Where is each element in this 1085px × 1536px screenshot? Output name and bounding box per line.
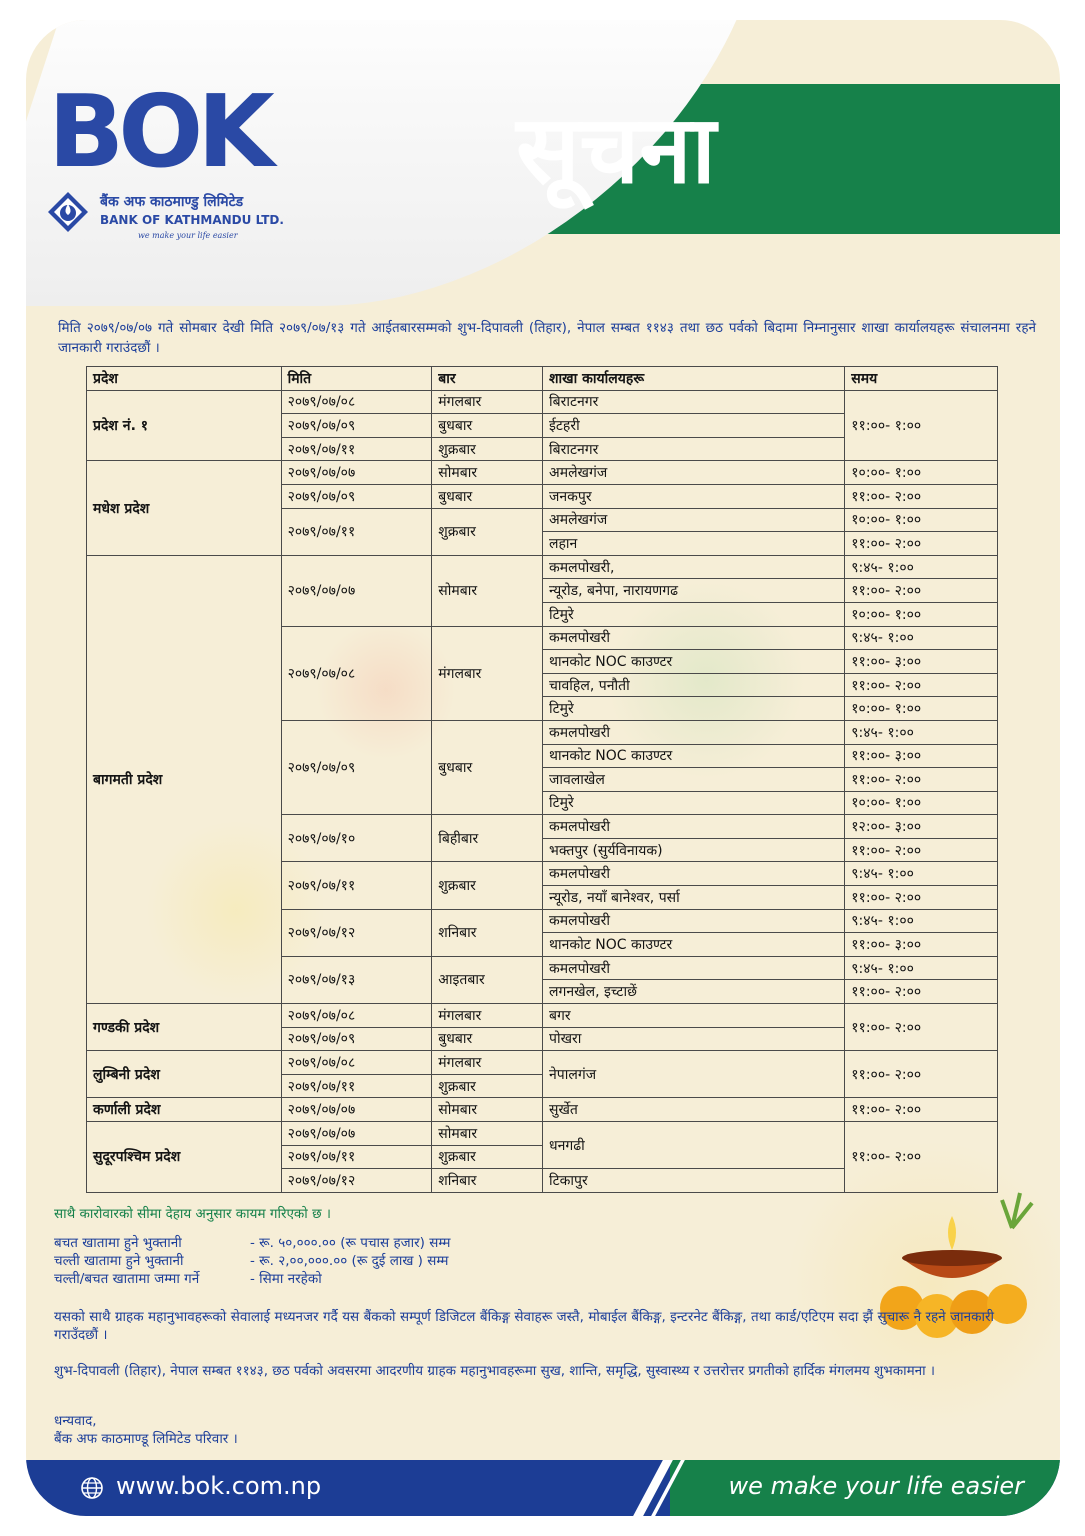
branch-schedule-table — [86, 366, 998, 1193]
day-cell: शुक्रबार — [432, 437, 543, 461]
branch-cell: टिमुरे — [543, 697, 845, 721]
province-cell: बागमती प्रदेश — [87, 555, 282, 1003]
branch-cell: लगनखेल, इच्टाछें — [543, 980, 845, 1004]
limits-heading: साथै कारोवारको सीमा देहाय अनुसार कायम गरिएको छ । — [54, 1206, 331, 1222]
table-row — [87, 390, 998, 414]
limit-label: चल्ती खातामा हुने भुक्तानी — [54, 1253, 184, 1269]
branch-cell: न्यूरोड, नयाँ बानेश्वर, पर्सा — [543, 886, 845, 910]
bok-logo-icon — [46, 190, 90, 234]
branch-cell: अमलेखगंज — [543, 461, 845, 485]
table-row — [87, 1004, 998, 1028]
limit-item — [54, 1234, 450, 1252]
date-cell: २०७९/०७/११ — [281, 1145, 432, 1169]
column-header-branches: शाखा कार्यालयहरू — [543, 367, 845, 391]
time-cell: ११:००- २:०० — [845, 484, 998, 508]
time-cell: ११:००- ३:०० — [845, 933, 998, 957]
time-cell: १०:००- १:०० — [845, 791, 998, 815]
branch-cell: बिराटनगर — [543, 390, 845, 414]
globe-icon — [80, 1476, 104, 1500]
branch-cell: ईटहरी — [543, 414, 845, 438]
day-cell: शनिबार — [432, 909, 543, 956]
day-cell: सोमबार — [432, 1122, 543, 1146]
bank-name-np: बैंक अफ काठमाण्डु लिमिटेड — [100, 194, 244, 210]
limit-item — [54, 1270, 450, 1288]
time-cell: १०:००- १:०० — [845, 697, 998, 721]
signoff — [54, 1412, 238, 1448]
column-header-date: मिति — [281, 367, 432, 391]
province-cell: प्रदेश नं. १ — [87, 390, 282, 461]
day-cell: शनिबार — [432, 1169, 543, 1193]
day-cell: सोमबार — [432, 461, 543, 485]
table-row — [87, 461, 998, 485]
time-cell: ११:००- २:०० — [845, 1051, 998, 1098]
time-cell: ११:००- ३:०० — [845, 744, 998, 768]
day-cell: बुधबार — [432, 720, 543, 814]
day-cell: बुधबार — [432, 1027, 543, 1051]
branch-cell: थानकोट NOC काउण्टर — [543, 933, 845, 957]
date-cell: २०७९/०७/१० — [281, 815, 432, 862]
table-row — [87, 555, 998, 579]
day-cell: बिहीबार — [432, 815, 543, 862]
time-cell: ११:००- ३:०० — [845, 650, 998, 674]
branch-cell: पोखरा — [543, 1027, 845, 1051]
branch-cell: नेपालगंज — [543, 1051, 845, 1098]
table-row — [87, 1122, 998, 1146]
day-cell: मंगलबार — [432, 1004, 543, 1028]
limit-label: चल्ती/बचत खातामा जम्मा गर्ने — [54, 1271, 200, 1287]
province-cell: कर्णाली प्रदेश — [87, 1098, 282, 1122]
day-cell: मंगलबार — [432, 626, 543, 720]
date-cell: २०७९/०७/११ — [281, 437, 432, 461]
day-cell: शुक्रबार — [432, 1074, 543, 1098]
column-header-day: बार — [432, 367, 543, 391]
date-cell: २०७९/०७/०८ — [281, 626, 432, 720]
branch-cell: जावलाखेल — [543, 768, 845, 792]
time-cell: १०:००- १:०० — [845, 461, 998, 485]
branch-cell: न्यूरोड, बनेपा, नारायणगढ — [543, 579, 845, 603]
date-cell: २०७९/०७/०९ — [281, 720, 432, 814]
time-cell: ११:००- २:०० — [845, 838, 998, 862]
day-cell: शुक्रबार — [432, 1145, 543, 1169]
footer-slogan: we make your life easier — [728, 1472, 1024, 1500]
date-cell: २०७९/०७/१२ — [281, 1169, 432, 1193]
bank-family-line: बैंक अफ काठमाण्डू लिमिटेड परिवार । — [54, 1431, 238, 1447]
date-cell: २०७९/०७/०७ — [281, 461, 432, 485]
footer-bar — [26, 1460, 1060, 1516]
notice-card — [26, 20, 1060, 1516]
date-cell: २०७९/०७/१३ — [281, 956, 432, 1003]
time-cell: ११:००- २:०० — [845, 1004, 998, 1051]
bank-name-en: BANK OF KATHMANDU LTD. — [100, 213, 284, 227]
province-cell: मधेश प्रदेश — [87, 461, 282, 555]
time-cell: ९:४५- १:०० — [845, 555, 998, 579]
date-cell: २०७९/०७/०८ — [281, 1004, 432, 1028]
date-cell: २०७९/०७/११ — [281, 508, 432, 555]
time-cell: ११:००- १:०० — [845, 390, 998, 461]
branch-cell: कमलपोखरी — [543, 720, 845, 744]
time-cell: ११:००- २:०० — [845, 532, 998, 556]
date-cell: २०७९/०७/११ — [281, 1074, 432, 1098]
date-cell: २०७९/०७/०९ — [281, 484, 432, 508]
time-cell: ११:००- २:०० — [845, 1122, 998, 1193]
day-cell: शुक्रबार — [432, 862, 543, 909]
limit-item — [54, 1252, 450, 1270]
time-cell: ११:००- २:०० — [845, 980, 998, 1004]
date-cell: २०७९/०७/०९ — [281, 414, 432, 438]
branch-cell: बिराटनगर — [543, 437, 845, 461]
branch-cell: कमलपोखरी — [543, 862, 845, 886]
day-cell: आइतबार — [432, 956, 543, 1003]
time-cell: ११:००- २:०० — [845, 886, 998, 910]
day-cell: मंगलबार — [432, 390, 543, 414]
branch-cell: कमलपोखरी — [543, 815, 845, 839]
column-header-time: समय — [845, 367, 998, 391]
time-cell: ११:००- २:०० — [845, 673, 998, 697]
time-cell: ९:४५- १:०० — [845, 626, 998, 650]
province-cell: गण्डकी प्रदेश — [87, 1004, 282, 1051]
branch-cell: टिमुरे — [543, 791, 845, 815]
date-cell: २०७९/०७/०८ — [281, 1051, 432, 1075]
branch-cell: टिकापुर — [543, 1169, 845, 1193]
branch-cell: थानकोट NOC काउण्टर — [543, 650, 845, 674]
branch-cell: कमलपोखरी, — [543, 555, 845, 579]
website-link[interactable]: www.bok.com.np — [116, 1472, 322, 1500]
branch-cell: बगर — [543, 1004, 845, 1028]
branch-cell: धनगढी — [543, 1122, 845, 1169]
thanks-line: धन्यवाद, — [54, 1413, 97, 1429]
day-cell: शुक्रबार — [432, 508, 543, 555]
branch-cell: सुर्खेत — [543, 1098, 845, 1122]
table-header-row — [87, 367, 998, 391]
limit-value: - सिमा नरहेको — [250, 1271, 322, 1287]
digital-services-paragraph: यसको साथै ग्राहक महानुभावहरूको सेवालाई मध्यनजर गर्दै यस बैंकको सम्पूर्ण डिजिटल बैंकिङ्ग सेवाहरू जस्तै, मोबाईल बैंकिङ्ग, इन्टरनेट बैंकिङ्ग, तथा कार्ड/एटिएम सदा झैं सुचारू नै रहने जानकारी गराउँदछौं । — [54, 1309, 994, 1343]
limit-label: बचत खातामा हुने भुक्तानी — [54, 1235, 182, 1251]
limit-value: - रू. २,००,०००.०० (रू दुई लाख ) सम्म — [250, 1253, 449, 1269]
date-cell: २०७९/०७/०७ — [281, 1098, 432, 1122]
time-cell: ११:००- २:०० — [845, 579, 998, 603]
branch-cell: कमलपोखरी — [543, 956, 845, 980]
date-cell: २०७९/०७/०७ — [281, 1122, 432, 1146]
limits-list — [54, 1234, 450, 1288]
table-row — [87, 1098, 998, 1122]
time-cell: ९:४५- १:०० — [845, 956, 998, 980]
date-cell: २०७९/०७/०८ — [281, 390, 432, 414]
greetings-paragraph: शुभ-दिपावली (तिहार), नेपाल सम्बत ११४३, छठ पर्वको अवसरमा आदरणीय ग्राहक महानुभावहरूमा सुख, शान्ति, समृद्धि, सुस्वास्थ्य र उत्तरोत्तर प्रगतीको हार्दिक मंगलमय शुभकामना । — [54, 1363, 936, 1379]
branch-cell: अमलेखगंज — [543, 508, 845, 532]
branch-cell: टिमुरे — [543, 602, 845, 626]
time-cell: ११:००- २:०० — [845, 1098, 998, 1122]
branch-cell: लहान — [543, 532, 845, 556]
branch-cell: थानकोट NOC काउण्टर — [543, 744, 845, 768]
province-cell: लुम्बिनी प्रदेश — [87, 1051, 282, 1098]
time-cell: ९:४५- १:०० — [845, 862, 998, 886]
intro-text: मिति २०७९/०७/०७ गते सोमबार देखी मिति २०७९/०७/१३ गते आईतबारसम्मको शुभ-दिपावली (तिहार), नेपाल सम्बत ११४३ तथा छठ पर्वको बिदामा निम्नानुसार शाखा कार्यालयहरू संचालनमा रहने जानकारी गराउंदछौं । — [58, 320, 1036, 356]
time-cell: ९:४५- १:०० — [845, 720, 998, 744]
branch-cell: कमलपोखरी — [543, 626, 845, 650]
day-cell: सोमबार — [432, 555, 543, 626]
logo-tagline: we make your life easier — [138, 231, 238, 240]
time-cell: ९:४५- १:०० — [845, 909, 998, 933]
branch-cell: चावहिल, पनौती — [543, 673, 845, 697]
branch-cell: जनकपुर — [543, 484, 845, 508]
table-row — [87, 1051, 998, 1075]
page-title: सूचना — [516, 96, 716, 205]
day-cell: बुधबार — [432, 414, 543, 438]
date-cell: २०७९/०७/०९ — [281, 1027, 432, 1051]
bok-logo-text: BOK — [48, 73, 269, 190]
province-cell: सुदूरपश्चिम प्रदेश — [87, 1122, 282, 1193]
time-cell: १०:००- १:०० — [845, 508, 998, 532]
date-cell: २०७९/०७/११ — [281, 862, 432, 909]
limit-value: - रू. ५०,०००.०० (रू पचास हजार) सम्म — [250, 1235, 451, 1251]
date-cell: २०७९/०७/०७ — [281, 555, 432, 626]
day-cell: मंगलबार — [432, 1051, 543, 1075]
day-cell: सोमबार — [432, 1098, 543, 1122]
time-cell: १२:००- ३:०० — [845, 815, 998, 839]
branch-cell: कमलपोखरी — [543, 909, 845, 933]
time-cell: १०:००- १:०० — [845, 602, 998, 626]
time-cell: ११:००- २:०० — [845, 768, 998, 792]
column-header-province: प्रदेश — [87, 367, 282, 391]
day-cell: बुधबार — [432, 484, 543, 508]
date-cell: २०७९/०७/१२ — [281, 909, 432, 956]
branch-cell: भक्तपुर (सुर्यविनायक) — [543, 838, 845, 862]
